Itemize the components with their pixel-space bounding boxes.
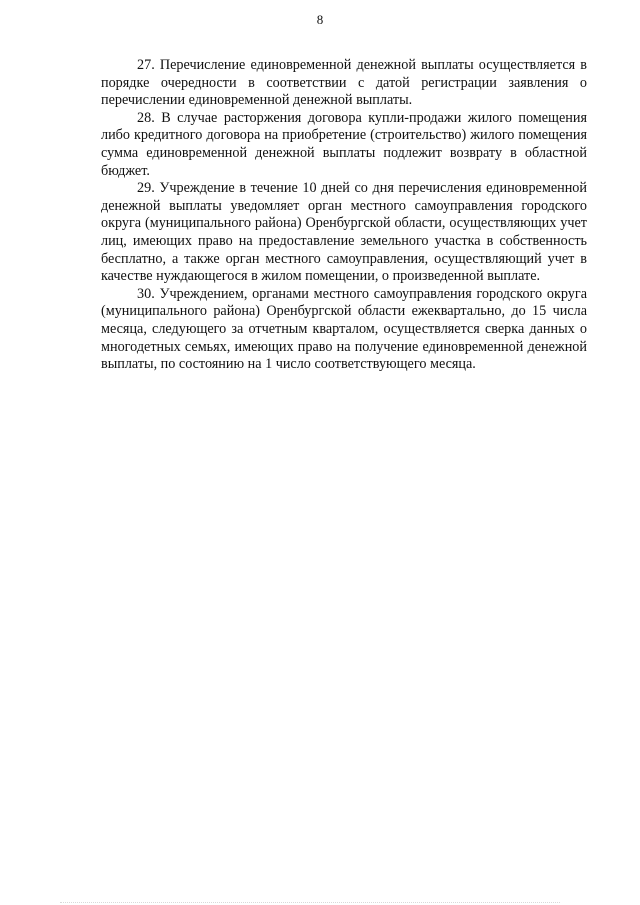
document-body [101,57,587,374]
paragraph-29: 29. Учреждение в течение 10 дней со дня перечисления единовременной денежной выплаты уведомляет орган местного самоуправления городского округа (муниципального района) Оренбургской области, осуществляющих учет лиц, имеющих право на предоставление земельного участка в собственность бесплатно, а также орган местного самоуправления, осуществляющий учет в качестве нуждающегося в жилом помещении, о произведенной выплате. [101,180,587,285]
footer-scan-artifact [60,898,560,903]
paragraph-30: 30. Учреждением, органами местного самоуправления городского округа (муниципального района) Оренбургской области ежеквартально, до 15 числа месяца, следующего за отчетным кварталом, осуществляется сверка данных о многодетных семьях, имеющих право на получение единовременной денежной выплаты, по состоянию на 1 число соответствующего месяца. [101,285,587,373]
paragraph-28: 28. В случае расторжения договора купли-продажи жилого помещения либо кредитного договора на приобретение (строительство) жилого помещения сумма единовременной денежной выплаты подлежит возврату в областной бюджет. [101,109,587,179]
paragraph-27: 27. Перечисление единовременной денежной выплаты осуществляется в порядке очередности в соответствии с датой регистрации заявления о перечислении единовременной денежной выплаты. [101,57,587,109]
page-number: 8 [316,12,324,27]
